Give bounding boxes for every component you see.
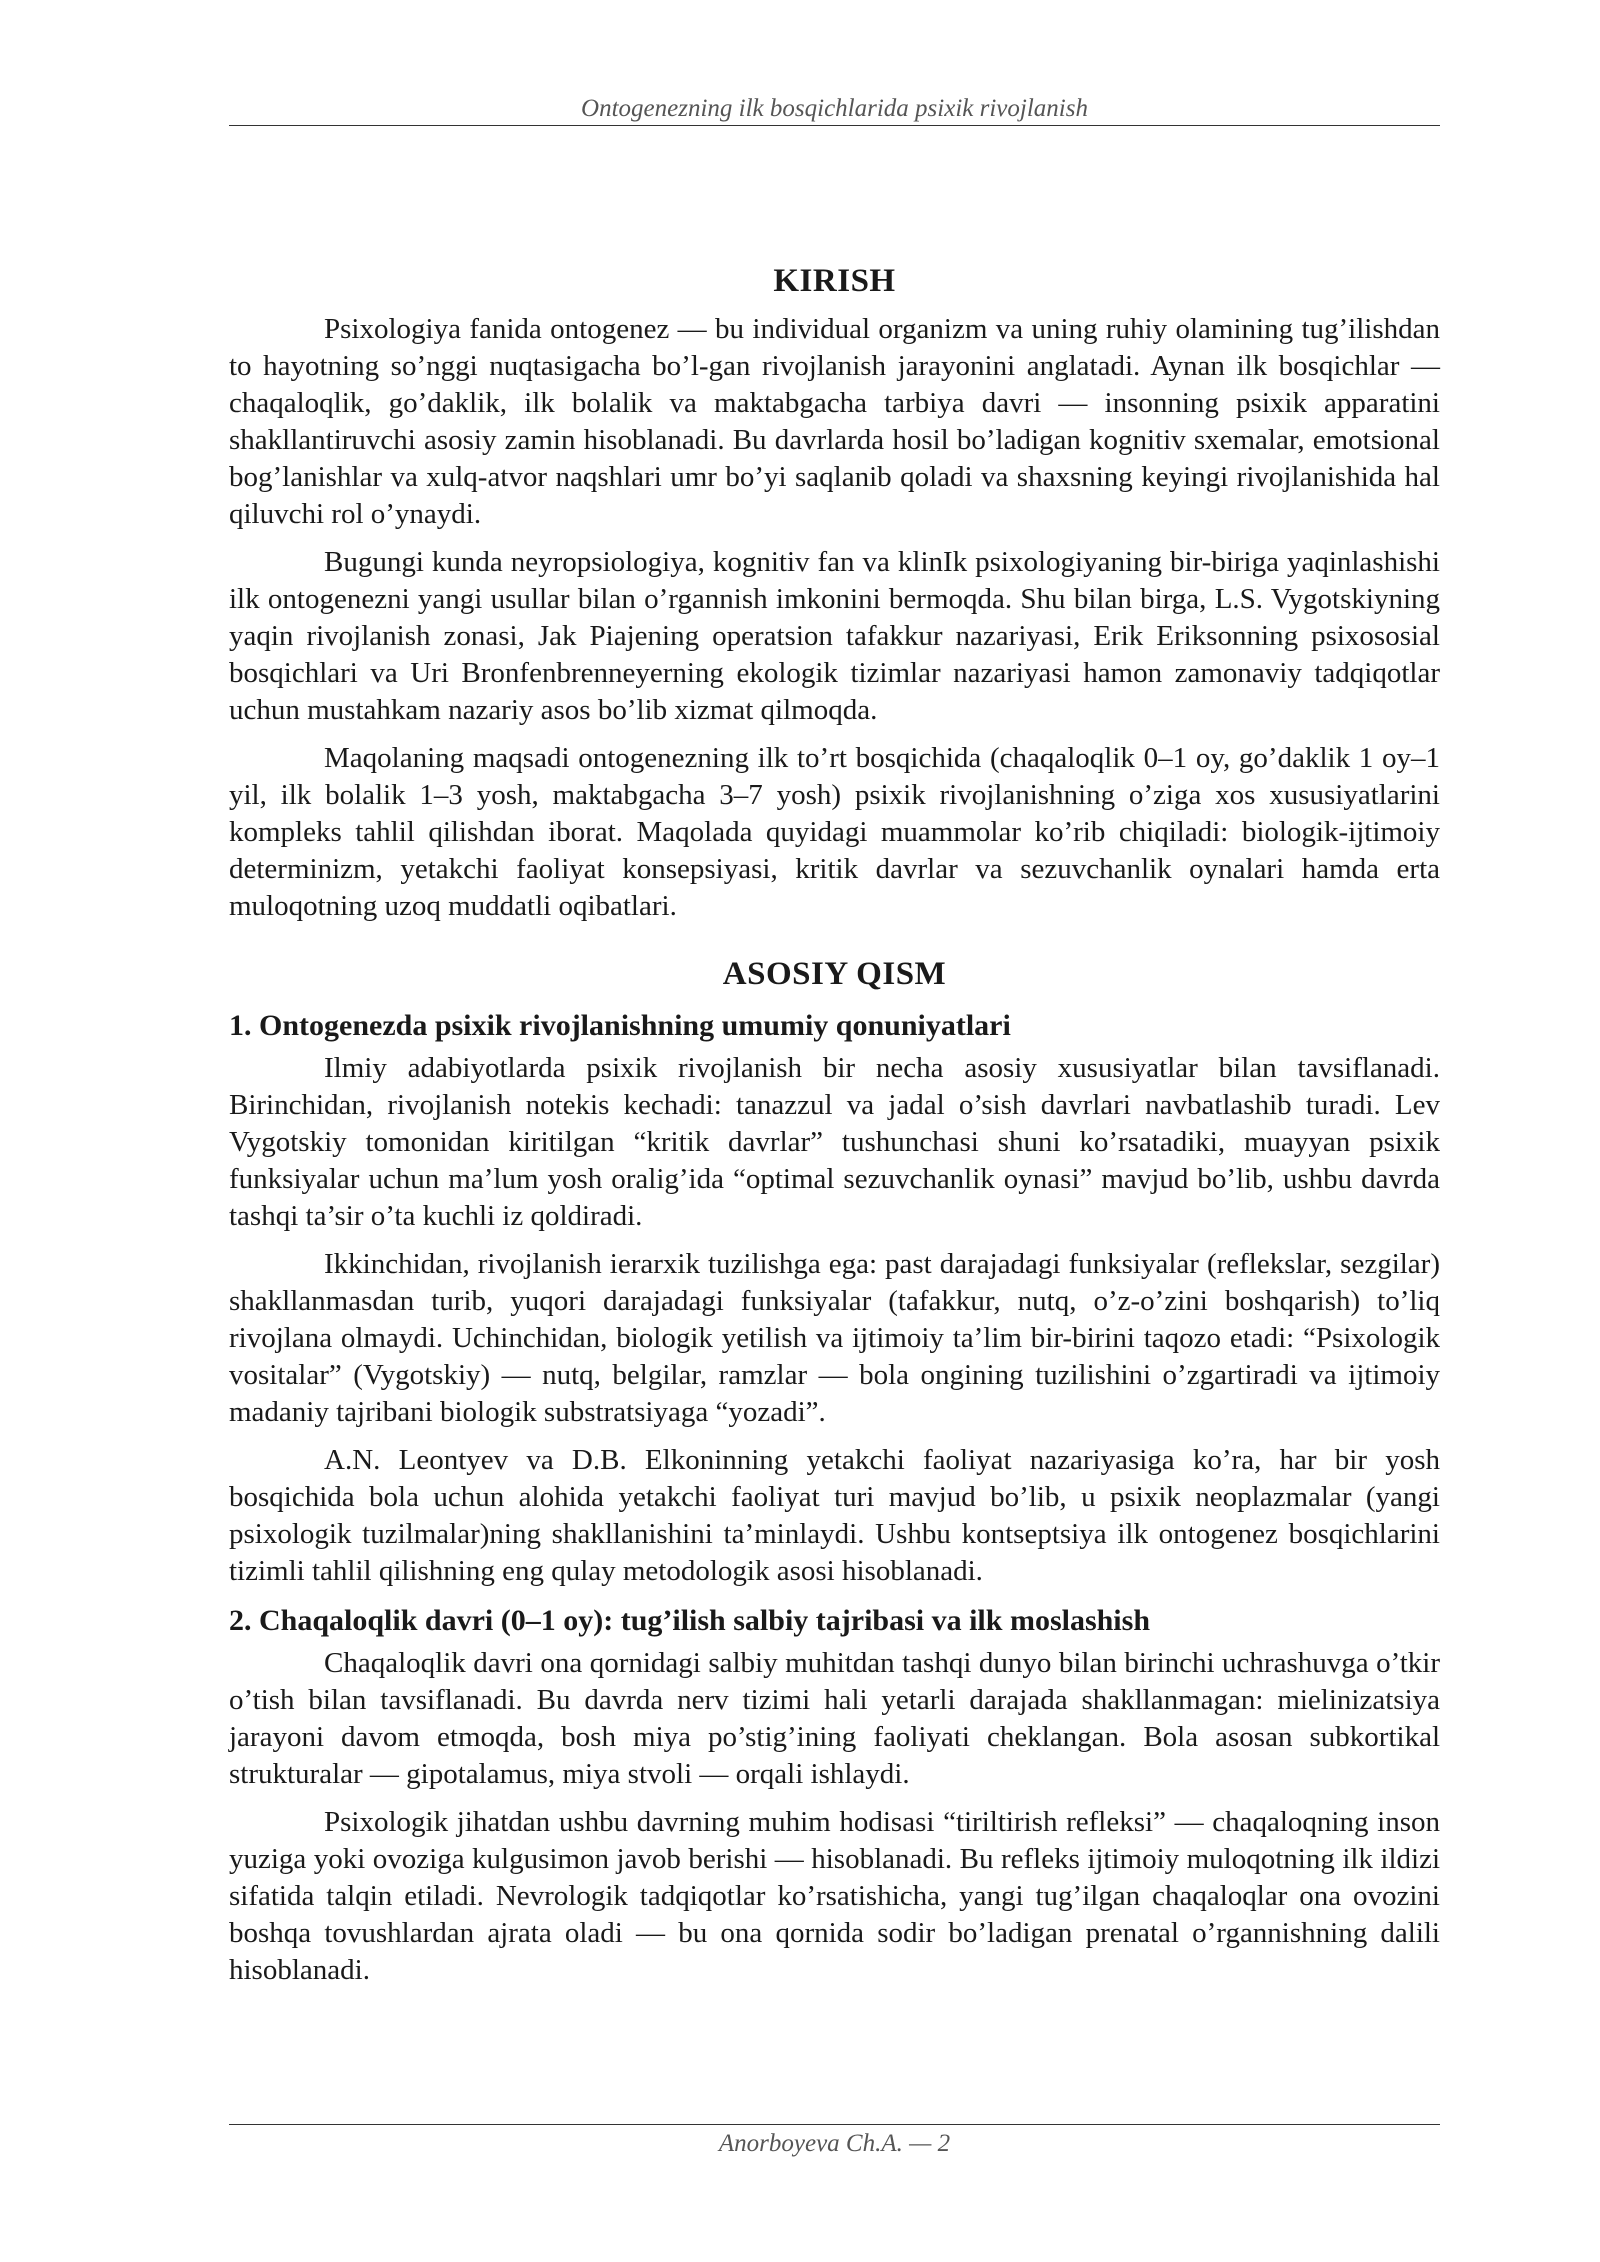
section-heading: 2. Chaqaloqlik davri (0–1 oy): tug’ilish salbiy tajribasi va ilk moslashish [229, 1604, 1151, 1637]
running-header: Ontogenezning ilk bosqichlarida psixik rivojlanish [581, 95, 1088, 122]
intro-paragraph: Bugungi kunda neyropsiologiya, kognitiv fan va klinIk psixologiyaning bir-biriga yaqinlashishi ilk ontogenezni yangi usullar bilan o’rgannish imkonini bermoqda. Shu bilan birga, L.S. Vygotskiyning yaqin rivojlanish zonasi, Jak Piajening operatsion tafakkur nazariyasi, Erik Eriksonning psixososial bosqichlari va Uri Bronfenbrenneyerning ekologik tizimlar nazariyasi hamon zamonaviy tadqiqotlar uchun mustahkam nazariy asos bo’lib xizmat qilmoqda. [229, 546, 1440, 726]
article-body [229, 257, 1440, 2000]
intro-paragraph: Maqolaning maqsadi ontogenezning ilk to’rt bosqichida (chaqaloqlik 0–1 oy, go’daklik 1 oy–1 yil, ilk bolalik 1–3 yosh, maktabgacha 3–7 yosh) psixik rivojlanishning o’ziga xos xususiyatlarini kompleks tahlil qilishdan iborat. Maqolada quyidagi muammolar ko’rib chiqiladi: biologik-ijtimoiy determinizm, yetakchi faoliyat konsepsiyasi, kritik davrlar va sezuvchanlik oynalari hamda erta muloqotning uzoq muddatli oqibatlari. [229, 742, 1440, 922]
footer-divider [229, 2124, 1440, 2125]
section-paragraph: Ikkinchidan, rivojlanish ierarxik tuzilishga ega: past darajadagi funksiyalar (reflekslar, sezgilar) shakllanmasdan turib, yuqori darajadagi funksiyalar (tafakkur, nutq, o’z-o’zini boshqarish) to’liq rivojlana olmaydi. Uchinchidan, biologik yetilish va ijtimoiy ta’lim bir-birini taqozo etadi: “Psixologik vositalar” (Vygotskiy) — nutq, belgilar, ramzlar — bola ongining tuzilishini o’zgartiradi va ijtimoiy madaniy tajribani biologik substratsiyaga “yozadi”. [229, 1248, 1440, 1428]
section-heading: 1. Ontogenezda psixik rivojlanishning umumiy qonuniyatlari [229, 1009, 1011, 1042]
header-divider [229, 125, 1440, 126]
running-footer: Anorboyeva Ch.A. — 2 [718, 2130, 951, 2157]
main-title: ASOSIY QISM [722, 956, 947, 992]
section-paragraph: Psixologik jihatdan ushbu davrning muhim hodisasi “tiriltirish refleksi” — chaqaloqning inson yuziga yoki ovoziga kulgusimon javob berishi — hisoblanadi. Bu refleks ijtimoiy muloqotning ilk ildizi sifatida talqin etiladi. Nevrologik tadqiqotlar ko’rsatishicha, yangi tug’ilgan chaqaloqlar ona ovozini boshqa tovushlardan ajrata oladi — bu ona qornida sodir bo’ladigan prenatal o’rgannishning dalili hisoblanadi. [229, 1806, 1440, 1986]
section-paragraph: Chaqaloqlik davri ona qornidagi salbiy muhitdan tashqi dunyo bilan birinchi uchrashuvga o’tkir o’tish bilan tavsiflanadi. Bu davrda nerv tizimi hali yetarli darajada shakllanmagan: mielinizatsiya jarayoni davom etmoqda, bosh miya po’stig’ining faoliyati cheklangan. Bola asosan subkortikal strukturalar — gipotalamus, miya stvoli — orqali ishlaydi. [229, 1647, 1440, 1790]
section-paragraph: A.N. Leontyev va D.B. Elkoninning yetakchi faoliyat nazariyasiga ko’ra, har bir yosh bosqichida bola uchun alohida yetakchi faoliyat turi mavjud bo’lib, u psixik neoplazmalar (yangi psixologik tuzilmalar)ning shakllanishini ta’minlaydi. Ushbu kontseptsiya ilk ontogenez bosqichlarini tizimli tahlil qilishning eng qulay metodologik asosi hisoblanadi. [229, 1444, 1440, 1587]
intro-paragraph: Psixologiya fanida ontogenez — bu individual organizm va uning ruhiy olamining tug’ilishdan to hayotning so’nggi nuqtasigacha bo’l-gan rivojlanish jarayonini anglatadi. Aynan ilk bosqichlar — chaqaloqlik, go’daklik, ilk bolalik va maktabgacha tarbiya davri — insonning psixik apparatini shakllantiruvchi asosiy zamin hisoblanadi. Bu davrlarda hosil bo’ladigan kognitiv sxemalar, emotsional bog’lanishlar va xulq-atvor naqshlari umr bo’yi saqlanib qoladi va shaxsning keyingi rivojlanishida hal qiluvchi rol o’ynaydi. [229, 313, 1440, 530]
intro-title: KIRISH [773, 263, 896, 299]
section-paragraph: Ilmiy adabiyotlarda psixik rivojlanish bir necha asosiy xususiyatlar bilan tavsiflanadi. Birinchidan, rivojlanish notekis kechadi: tanazzul va jadal o’sish davrlari navbatlashib turadi. Lev Vygotskiy tomonidan kiritilgan “kritik davrlar” tushunchasi shuni ko’rsatadiki, muayyan psixik funksiyalar uchun ma’lum yosh oralig’ida “optimal sezuvchanlik oynasi” mavjud bo’lib, ushbu davrda tashqi ta’sir o’ta kuchli iz qoldiradi. [229, 1052, 1440, 1232]
